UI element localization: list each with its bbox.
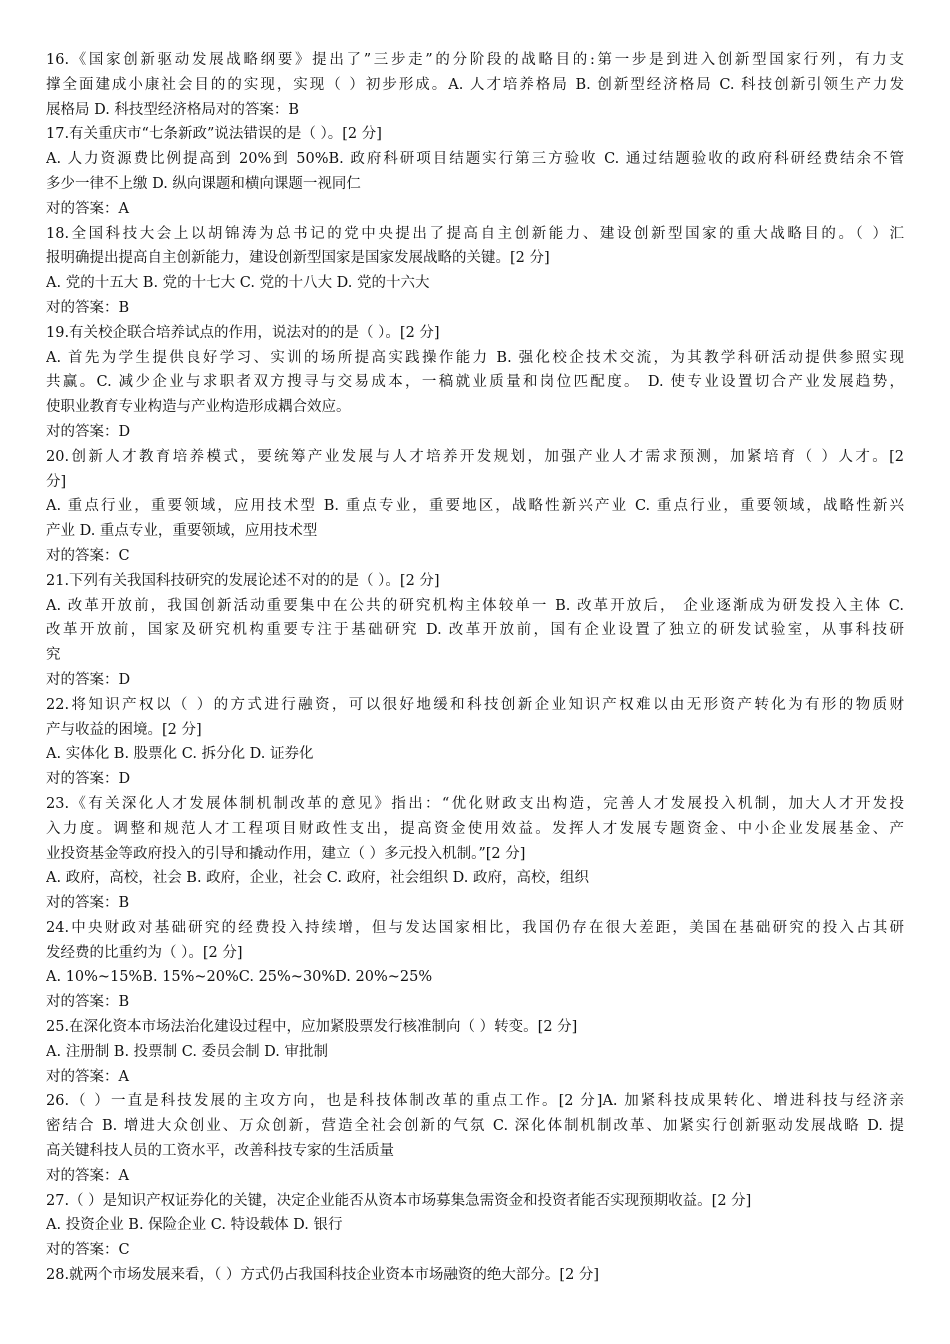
text-line: 报明确提出提高自主创新能力，建设创新型国家是国家发展战略的关键。[2 分] (46, 250, 550, 267)
text-line: 18.全国科技大会上以胡锦涛为总书记的党中央提出了提高自主创新能力、建设创新型国家的重大战略目的。（ ）汇 (46, 225, 904, 242)
text-line: 对的答案：C (46, 547, 130, 564)
text-line: 19.有关校企联合培养试点的作用，说法对的的是（ ）。[2 分] (46, 324, 440, 341)
text-line: 16.《国家创新驱动发展战略纲要》提出了”三步走”的分阶段的战略目的:第一步是到进入创新型国家行列，有力支 (46, 52, 904, 68)
text-line: 21.下列有关我国科技研究的发展论述不对的的是（ ）。[2 分] (46, 572, 440, 589)
text-line: 对的答案：D (46, 671, 131, 688)
text-line: A. 10%~15%B. 15%~20%C. 25%~30%D. 20%~25% (46, 969, 433, 986)
text-line: 分] (46, 473, 67, 490)
text-line: A. 投资企业 B. 保险企业 C. 特设载体 D. 银行 (46, 1217, 343, 1234)
text-line: 25.在深化资本市场法治化建设过程中，应加紧股票发行核准制向（ ）转变。[2 分] (46, 1019, 578, 1036)
text-line: 产业 D. 重点专业，重要领域，应用技术型 (46, 523, 318, 540)
text-line: 共赢。C. 减少企业与求职者双方搜寻与交易成本，一稿就业质量和岗位匹配度。 D. 使专业设置切合产业发展趋势， (46, 374, 904, 391)
text-line: A. 实体化 B. 股票化 C. 拆分化 D. 证券化 (46, 746, 314, 763)
text-line: 展格局 D. 科技型经济格局对的答案：B (46, 101, 300, 118)
text-line: 22.将知识产权以（ ）的方式进行融资，可以很好地缓和科技创新企业知识产权难以由无形资产转化为有形的物质财 (46, 696, 904, 713)
text-line: 发经费的比重约为（ ）。[2 分] (46, 944, 243, 961)
text-line: 使职业教育专业构造与产业构造形成耦合效应。 (46, 399, 351, 416)
text-line: 17.有关重庆市“七条新政”说法错误的是（ ）。[2 分] (46, 126, 382, 143)
text-line: A. 政府，高校，社会 B. 政府，企业，社会 C. 政府，社会组织 D. 政府，高校，组织 (46, 870, 590, 887)
text-line: 业投资基金等政府投入的引导和撬动作用，建立（ ）多元投入机制。”[2 分] (46, 845, 526, 862)
text-line: 24.中央财政对基础研究的经费投入持续增，但与发达国家相比，我国仍存在很大差距，美国在基础研究的投入占其研 (46, 919, 904, 936)
text-line: 对的答案：A (46, 200, 129, 217)
text-line: 28.就两个市场发展来看，（ ）方式仍占我国科技企业资本市场融资的绝大部分。[2 分] (46, 1267, 600, 1284)
text-line: 究 (46, 647, 61, 664)
text-line: 对的答案：C (46, 1242, 130, 1259)
text-line: 对的答案：D (46, 423, 131, 440)
text-line: 对的答案：A (46, 1167, 129, 1184)
text-line: 产与收益的困境。[2 分] (46, 721, 202, 738)
text-line: A. 人力资源费比例提高到 20%到 50%B. 政府科研项目结题实行第三方验收 C. 通过结题验收的政府科研经费结余不管 (46, 151, 904, 168)
text-line: A. 首先为学生提供良好学习、实训的场所提高实践操作能力 B. 强化校企技术交流，为其教学科研活动提供参照实现 (46, 349, 904, 366)
text-line: 多少一律不上缴 D. 纵向课题和横向课题一视同仁 (46, 175, 361, 192)
text-line: 密结合 B. 增进大众创业、万众创新，营造全社会创新的气氛 C. 深化体制机制改革、加紧实行创新驱动发展战略 D. 提 (46, 1118, 904, 1135)
text-line: 对的答案：B (46, 895, 130, 912)
text-line: 撑全面建成小康社会目的的实现，实现（ ）初步形成。A. 人才培养格局 B. 创新型经济格局 C. 科技创新引领生产力发 (46, 76, 904, 93)
text-line: 23.《有关深化人才发展体制机制改革的意见》指出：“优化财政支出构造，完善人才发展投入机制，加大人才开发投 (46, 795, 904, 812)
text-line: 20.创新人才教育培养模式，要统筹产业发展与人才培养开发规划，加强产业人才需求预测，加紧培育（ ）人才。[2 (46, 448, 904, 465)
text-line: 对的答案：B (46, 994, 130, 1011)
text-line: 对的答案：A (46, 1068, 129, 1085)
text-line: 26.（ ）一直是科技发展的主攻方向，也是科技体制改革的重点工作。[2 分]A. 加紧科技成果转化、增进科技与经济亲 (46, 1093, 904, 1110)
text-line: A. 注册制 B. 投票制 C. 委员会制 D. 审批制 (46, 1043, 329, 1060)
text-line: 高关键科技人员的工资水平，改善科技专家的生活质量 (46, 1143, 394, 1160)
text-line: 对的答案：D (46, 771, 131, 788)
text-line: A. 党的十五大 B. 党的十七大 C. 党的十八大 D. 党的十六大 (46, 275, 430, 292)
text-line: 对的答案：B (46, 299, 130, 316)
text-line: 27.（ ）是知识产权证券化的关键，决定企业能否从资本市场募集急需资金和投资者能否实现预期收益。[2 分] (46, 1192, 752, 1209)
text-line: 入力度。调整和规范人才工程项目财政性支出，提高资金使用效益。发挥人才发展专题资金、中小企业发展基金、产 (46, 820, 904, 837)
text-line: A. 重点行业，重要领域，应用技术型 B. 重点专业，重要地区，战略性新兴产业 C. 重点行业，重要领域，战略性新兴 (46, 498, 904, 515)
text-line: 改革开放前，国家及研究机构重要专注于基础研究 D. 改革开放前，国有企业设置了独立的研发试验室，从事科技研 (46, 622, 904, 639)
text-line: A. 改革开放前，我国创新活动重要集中在公共的研究机构主体较单一 B. 改革开放后， 企业逐渐成为研发投入主体 C. (46, 597, 904, 614)
